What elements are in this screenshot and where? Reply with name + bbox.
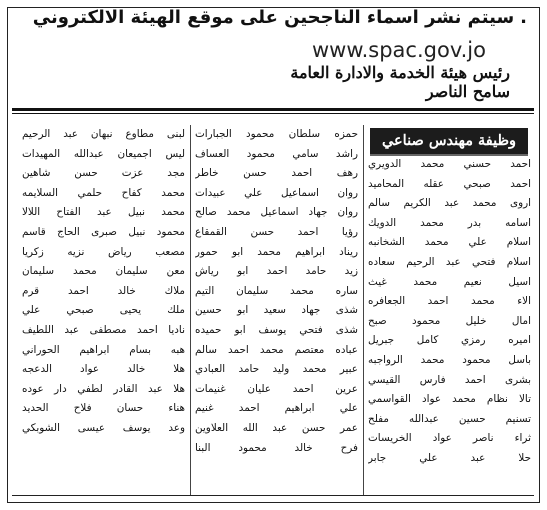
candidate-name: احمد صبحي عقله المحاميد xyxy=(368,177,531,190)
candidate-name: لبنى مطاوع نبهان عبد الرحيم xyxy=(22,128,185,140)
candidate-name: معن سليمان محمد سليمان xyxy=(22,265,185,278)
candidate-name: بشرى احمد فارس القيسي xyxy=(368,373,531,386)
candidate-name: محمد كفاح حلمي السلايمه xyxy=(22,186,185,199)
signature-title: رئيس هيئة الخدمة والادارة العامة xyxy=(290,63,510,82)
candidate-name: رهف احمد حسن خاطر xyxy=(195,167,358,180)
candidate-name: فرح خالد محمود البنا xyxy=(195,441,358,454)
candidate-name: محمود نبيل صبرى الحاج قاسم xyxy=(22,225,185,238)
names-column-2 xyxy=(195,125,358,458)
candidate-name: اروى محمد عبد الكريم سالم xyxy=(368,197,531,210)
candidate-name: وعد يوسف عيسى الشوبكي xyxy=(22,421,185,434)
candidate-name: الاء محمد احمد الجعافره xyxy=(368,295,531,308)
column-divider xyxy=(190,125,191,495)
candidate-name: احمد حسني محمد الدويري xyxy=(368,158,531,170)
names-column-1 xyxy=(368,125,531,469)
candidate-name: عمر حسن عبد الله العلاوين xyxy=(195,421,358,434)
candidate-name: هبه بسام ابراهيم الحوراني xyxy=(22,343,185,356)
candidate-name: اسلام فتحي عبد الرحيم سعاده xyxy=(368,255,531,268)
candidate-name: اسيل نعيم محمد غيث xyxy=(368,275,531,288)
signature-block xyxy=(260,63,510,101)
candidate-name: روان اسماعيل علي عبيدات xyxy=(195,186,358,199)
candidate-name: روان جهاد اسماعيل محمد صالح xyxy=(195,206,358,219)
candidate-name: حمزه سلطان محمود الجبارات xyxy=(195,128,358,140)
section-heading: وظيفة مهندس صناعي xyxy=(370,128,528,156)
candidate-name: اميره رمزي كامل جبريل xyxy=(368,334,531,347)
notice-text: سيتم نشر اسماء الناجحين على موقع الهيئة الالكتروني xyxy=(32,7,515,28)
column-divider xyxy=(363,125,364,495)
candidate-name: هلا عبد القادر لطفي دار عوده xyxy=(22,382,185,395)
candidate-name: اسامه بدر محمد الدويك xyxy=(368,216,531,229)
candidate-name: حلا عبد علي جابر xyxy=(368,451,531,464)
candidate-name: ملاك خالد احمد قرم xyxy=(22,284,185,297)
publication-notice xyxy=(33,7,527,28)
candidate-name: هلا خالد عواد الدعجه xyxy=(22,363,185,376)
candidate-name: شذى فتحي يوسف ابو حميده xyxy=(195,323,358,336)
candidate-name: رؤيا احمد حسن القمقاع xyxy=(195,225,358,238)
candidate-name: زيد حامد احمد ابو رياش xyxy=(195,265,358,278)
notice-bullet: . xyxy=(520,7,527,28)
candidate-name: باسل محمود محمد الرواجبه xyxy=(368,353,531,366)
candidate-name: مصعب رياض نزيه زكريا xyxy=(22,245,185,258)
candidate-name: مجد عزت حسن شاهين xyxy=(22,167,185,180)
candidate-name: عرين احمد عليان غنيمات xyxy=(195,382,358,395)
candidate-name: تالا نظام محمد عواد القواسمي xyxy=(368,393,531,406)
candidate-name: عباده معتصم محمد احمد سالم xyxy=(195,343,358,356)
candidate-name: ليس اجميعان عبدالله المهيدات xyxy=(22,147,185,160)
candidate-name: علي ابراهيم احمد غنيم xyxy=(195,402,358,415)
candidate-name: ملك يحيى صبحي علي xyxy=(22,304,185,317)
candidate-name: راشد سامي محمود العساف xyxy=(195,147,358,160)
candidate-name: ساره محمد سليمان التيم xyxy=(195,284,358,297)
website-url[interactable]: www.spac.gov.jo xyxy=(312,38,486,62)
candidate-name: تسنيم حسين عبدالله مفلح xyxy=(368,412,531,425)
names-column-3 xyxy=(22,125,185,439)
bottom-rule xyxy=(12,495,534,496)
section-divider-thick xyxy=(12,108,534,111)
candidate-name: هناء حسان فلاح الحديد xyxy=(22,402,185,415)
candidate-name: ناديا احمد مصطفى عبد اللطيف xyxy=(22,323,185,336)
candidate-name: ثراء ناصر عواد الخريسات xyxy=(368,432,531,445)
section-divider-thin xyxy=(12,113,534,114)
candidate-name: امال خليل محمود صبح xyxy=(368,314,531,327)
signature-name: سامح الناصر xyxy=(425,82,510,101)
candidate-name: شذى جهاد سعيد ابو حسين xyxy=(195,304,358,317)
candidate-name: ريناد ابراهيم محمد ابو حمور xyxy=(195,245,358,258)
candidate-name: محمد نبيل عبد الفتاح اللالا xyxy=(22,206,185,219)
candidate-name: اسلام علي محمد الشخانبه xyxy=(368,236,531,249)
candidate-name: عبير محمد وليد حامد العبادي xyxy=(195,363,358,376)
